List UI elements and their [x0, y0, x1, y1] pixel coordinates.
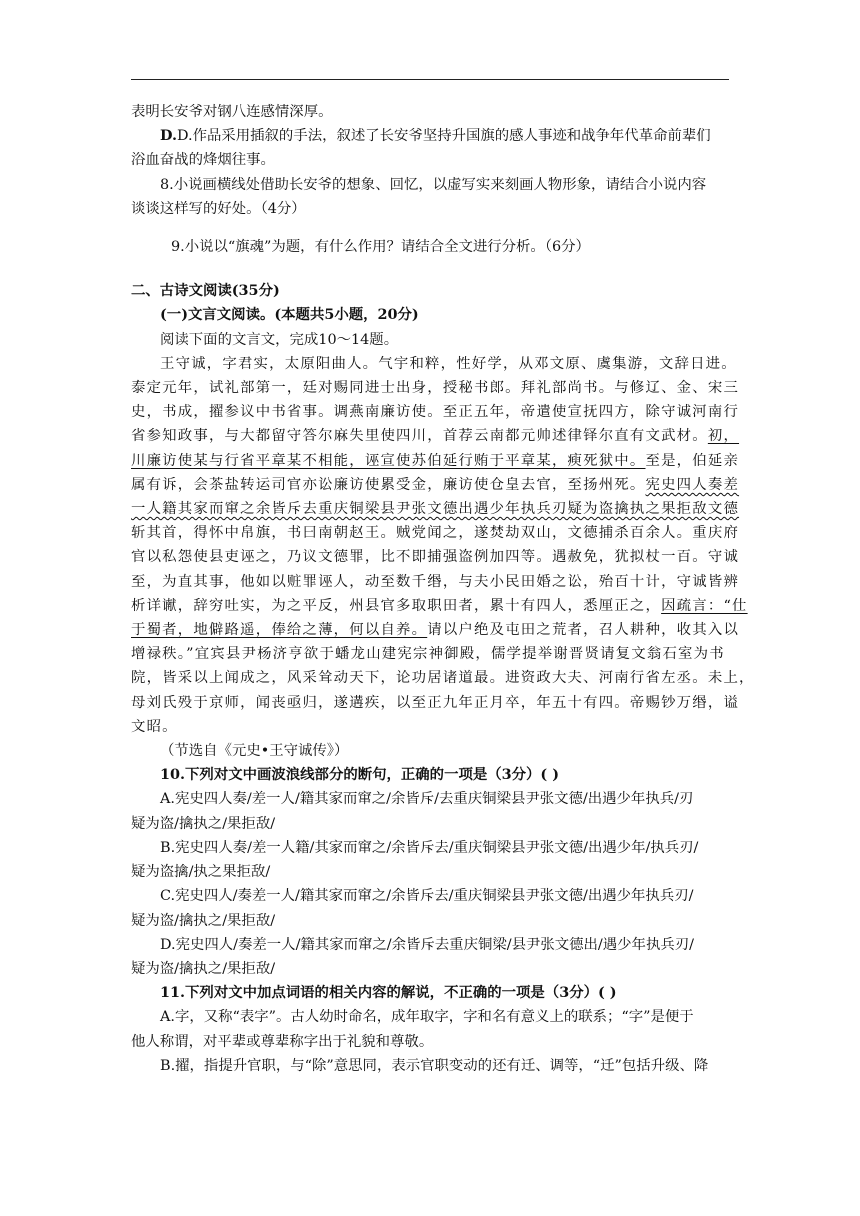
classical-text-line: 王守诚，字君实，太原阳曲人。气宇和粹，性好学，从邓文原、虞集游，文辞日进。	[160, 355, 737, 372]
text-segment: 属有诉，会茶盐转运司官亦讼廉访使累受金，廉访使仓皇去官，至扬州死。	[131, 476, 646, 493]
section-heading: 二、古诗文阅读(35分)	[131, 282, 280, 300]
option-b-line: B.宪史四人奏/差一人籍/其家而窜之/余皆斥去/重庆铜梁县尹张文德/出遇少年/执兵刃/	[160, 839, 699, 856]
header-rule	[131, 79, 729, 80]
underlined-segment: 川廉访使某与行省平章某不相能，诬宣使苏伯延行贿于平章某，瘐死狱中。	[131, 452, 646, 469]
classical-text-line: 泰定元年，试礼部第一，廷对赐同进士出身，授秘书郎。拜礼部尚书。与修辽、金、宋三	[131, 380, 740, 397]
question-11: 11.下列对文中加点词语的相关内容的解说，不正确的一项是（3分）( )	[160, 984, 617, 1002]
document-page	[131, 100, 755, 1078]
option-b-line: B.擢，指提升官职，与“除”意思同，表示官职变动的还有迁、调等，“迁”包括升级、降	[160, 1057, 709, 1074]
classical-text-line: 增禄秩。”宜宾县尹杨济亨欲于蟠龙山建宪宗神御殿，儒学提举谢晋贤请复文翁石室为书	[131, 646, 725, 663]
classical-text-line	[131, 473, 740, 497]
question-10: 10.下列对文中画波浪线部分的断句，正确的一项是（3分）( )	[160, 766, 560, 784]
option-b-line: 疑为盗擒/执之果拒敌/	[131, 864, 271, 881]
option-d-line: D.宪史四人/奏差一人/籍其家而窜之/余皆斥去重庆铜梁/县尹张文德出/遇少年执兵刃/	[160, 936, 694, 953]
text-segment: 省参知政事，与大都留守答尔麻失里使四川，首荐云南都元帅述律铎尔直有文武材。	[131, 428, 708, 445]
text-line: 谈谈这样写的好处。（4分）	[131, 200, 306, 217]
classical-text-line: 史，书成，擢参议中书省事。调燕南廉访使。至正五年，帝遣使宣抚四方，除守诚河南行	[131, 404, 740, 421]
subsection-heading: (一)文言文阅读。(本题共5小题，20分)	[160, 306, 419, 324]
option-c-line: C.宪史四人/奏差一人/籍其家而窜之/余皆斥去/重庆铜梁县尹张文德/出遇少年执兵刃/	[160, 888, 694, 905]
option-a-line: 他人称谓，对平辈或尊辈称字出于礼貌和尊敬。	[131, 1033, 434, 1050]
option-text: D.作品采用插叙的手法，叙述了长安爷坚持升国旗的感人事迹和战争年代革命前辈们	[176, 128, 711, 145]
text-segment: 请以户绝及屯田之荒者，召人耕种，收其入以	[427, 622, 740, 639]
classical-text-line: 院，皆采以上闻成之，风采耸动天下，论功居诸道最。进资政大夫、河南行省左丞。未上，	[131, 670, 755, 687]
spacer	[131, 221, 731, 235]
wavy-underlined-segment: 宪史四人奏差	[645, 476, 740, 493]
text-line: 浴血奋战的烽烟往事。	[131, 152, 275, 169]
question-9: 9.小说以“旗魂”为题，有什么作用？请结合全文进行分析。（6分）	[171, 239, 590, 256]
text-segment: 析详谳，辞穷吐实，为之平反，州县官多取职田者，累十有四人，悉厘正之，	[131, 597, 662, 614]
source-citation: （节选自《元史•王守诚传》）	[160, 743, 349, 760]
classical-text-line: 文昭。	[131, 718, 178, 735]
option-c-line: 疑为盗/擒执之/果拒敌/	[131, 912, 276, 929]
underlined-segment: 初，	[707, 428, 740, 445]
text-line: 表明长安爷对钢八连感情深厚。	[131, 104, 333, 120]
underlined-segment: 于蜀者，地僻路遥，俸给之薄，何以自养。	[131, 622, 428, 639]
classical-text-line: 母刘氏殁于京师，闻丧亟归，遂遘疾，以至正九年正月卒，年五十有四。帝赐钞万缗，谥	[131, 694, 740, 711]
classical-text-line: 斩其首，得怀中帛旗，书曰南朝赵王。贼党闻之，遂焚劫双山，文德捕杀百余人。重庆府	[131, 525, 740, 542]
option-d-line	[131, 124, 731, 148]
option-a-line: A.字，又称“表字”。古人幼时命名，成年取字，字和名有意义上的联系；“字”是便于	[160, 1009, 694, 1026]
classical-text-line: 至，为直其事，他如以赃罪诬人，动至数千缗，与夫小民田婚之讼，殆百十计，守诚皆辨	[131, 573, 740, 590]
question-8: 8.小说画横线处借助长安爷的想象、回忆，以虚写实来刻画人物形象，请结合小说内容	[160, 176, 707, 193]
option-d-line: 疑为盗/擒执之/果拒敌/	[131, 960, 276, 977]
text-segment: 至是，伯延亲	[645, 452, 740, 469]
classical-text-line	[131, 424, 740, 448]
option-a-line: A.宪史四人奏/差一人/籍其家而窜之/余皆斥/去重庆铜梁县尹张文德/出遇少年执兵/刃	[160, 791, 694, 808]
option-a-line: 疑为盗/擒执之/果拒敌/	[131, 815, 276, 832]
option-label: D.	[160, 127, 177, 145]
classical-text-line: 官以私怨使县吏诬之，乃议文德罪，比不即捕强盗例加四等。遇赦免，犹拟杖一百。守诚	[131, 549, 740, 566]
wavy-underlined-segment: 一人籍其家而窜之余皆斥去重庆铜梁县尹张文德出遇少年执兵刃疑为盗擒执之果拒敌文德	[131, 501, 740, 518]
classical-text-line	[131, 497, 740, 521]
underlined-segment: 因疏言：“仕	[661, 597, 748, 614]
spacer	[131, 259, 731, 279]
classical-text-line	[131, 618, 740, 642]
classical-text-line	[131, 594, 748, 618]
classical-text-line	[131, 449, 740, 473]
instruction-line: 阅读下面的文言文，完成10～14题。	[160, 331, 399, 348]
